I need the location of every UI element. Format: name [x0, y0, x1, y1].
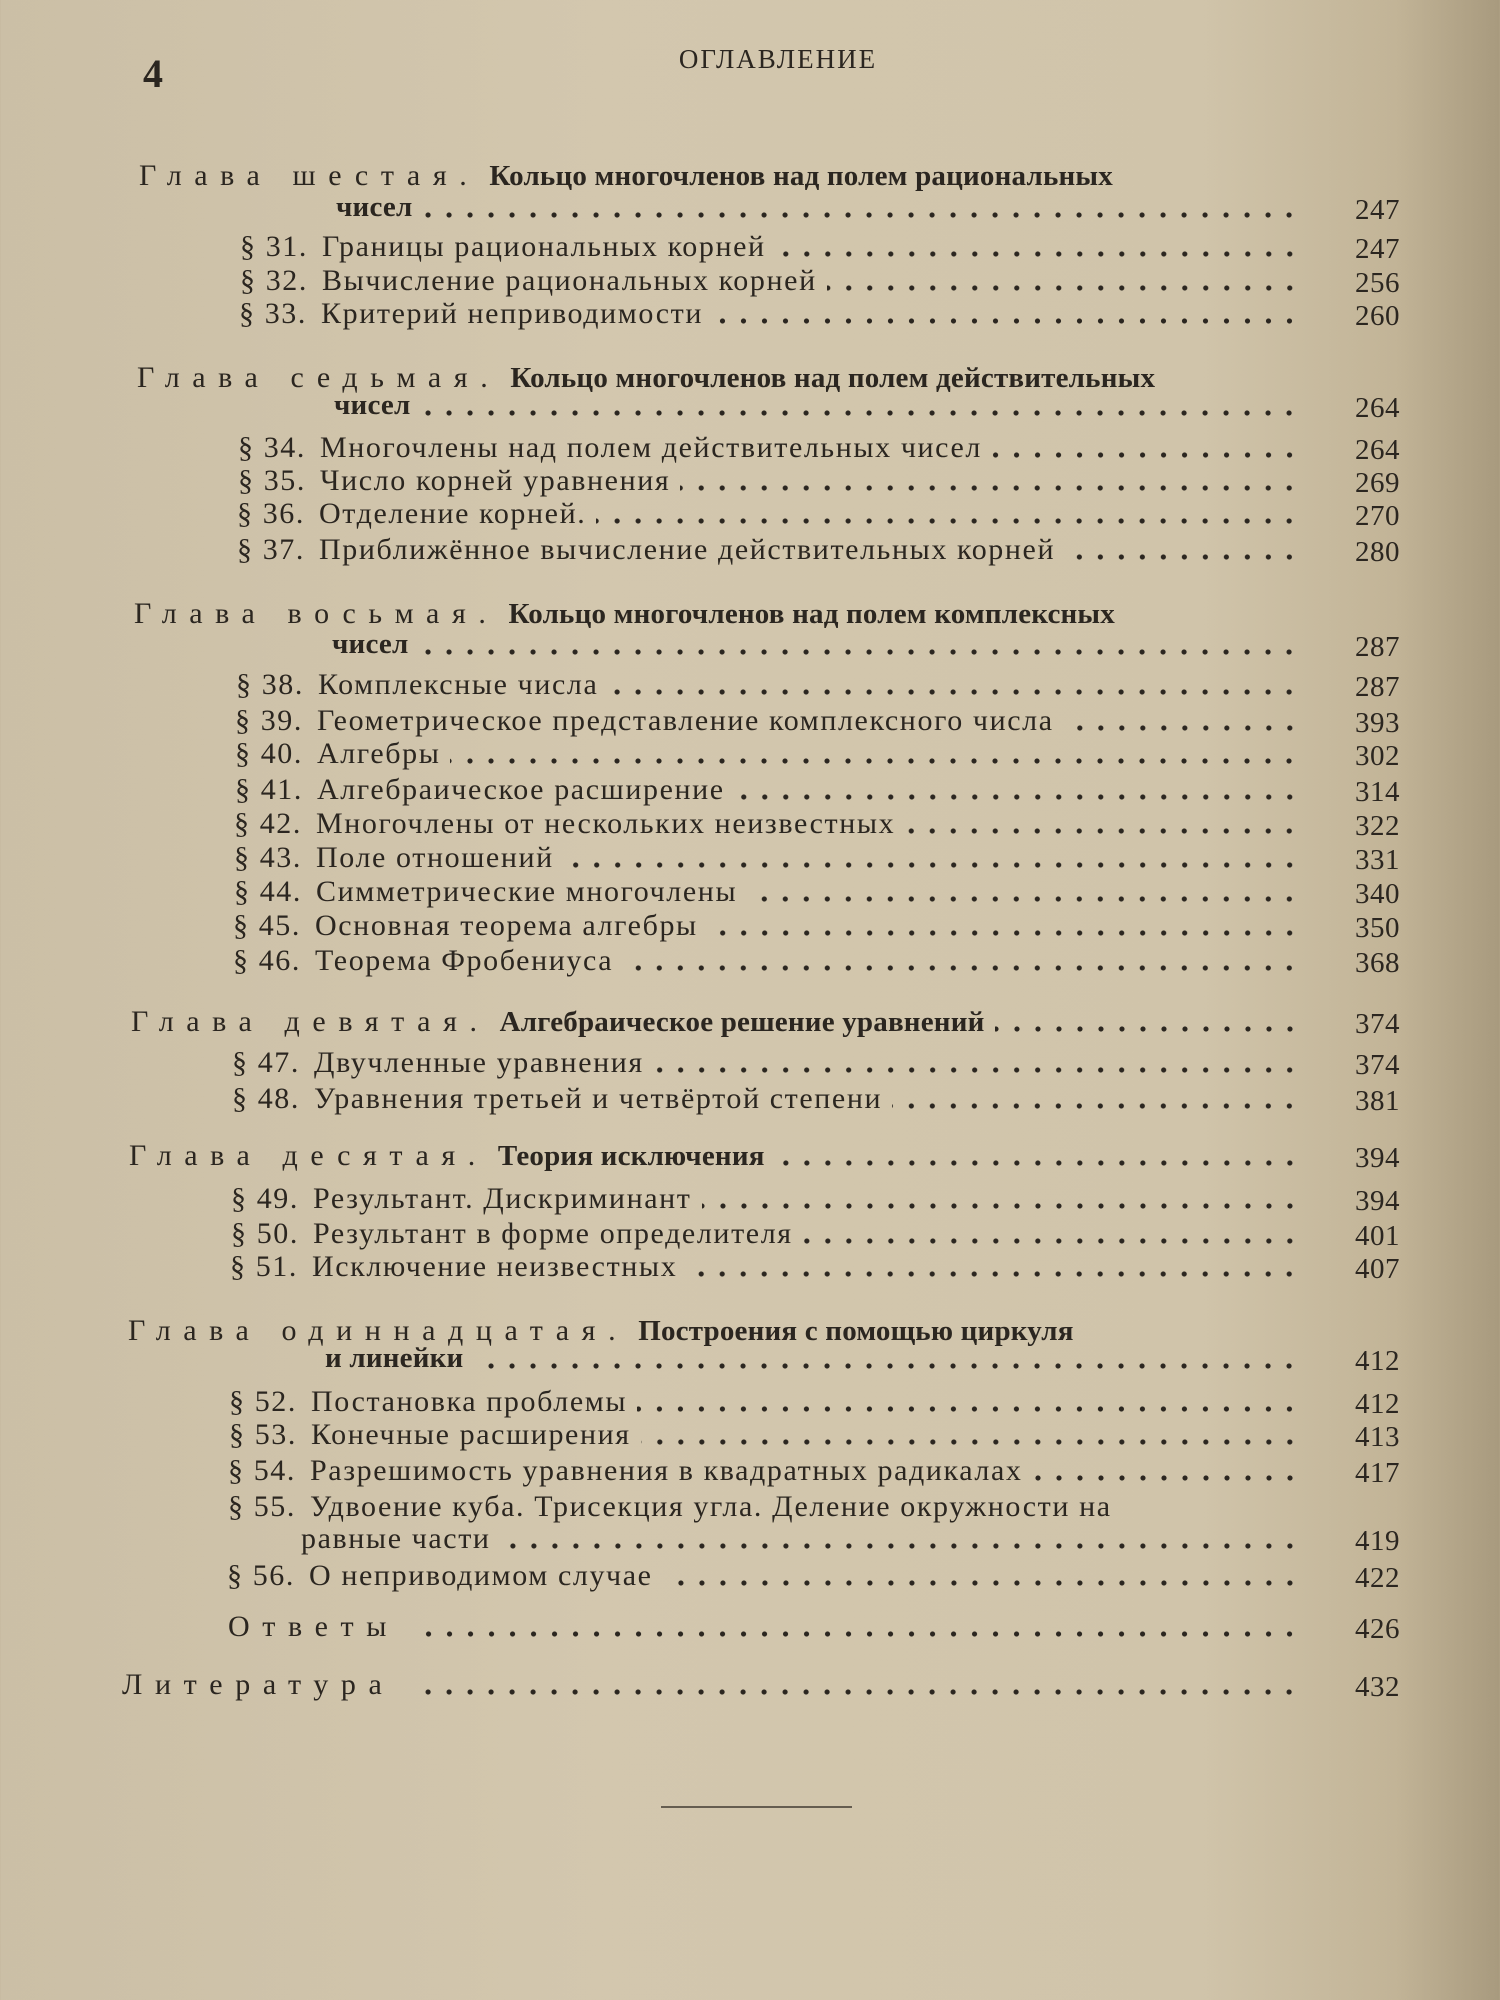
page-ref: 426: [1355, 1613, 1400, 1645]
section-title: Приближённое вычисление действительных корней: [319, 533, 1056, 566]
toc-entry: [229, 1418, 1300, 1454]
section-title: Вычисление рациональных корней: [322, 264, 817, 297]
page-ref: 314: [1355, 776, 1400, 808]
toc-entry: [239, 297, 1300, 333]
toc-entry: [235, 773, 1300, 809]
dot-leader: [501, 1542, 1300, 1550]
chapter-heading: [332, 628, 1300, 664]
page-ref: 247: [1355, 194, 1400, 226]
dot-leader: [564, 861, 1300, 869]
section-title: Границы рациональных корней: [322, 230, 766, 263]
section-number: § 51.: [230, 1250, 298, 1283]
dot-leader: [654, 1066, 1300, 1074]
dot-leader: [623, 964, 1300, 972]
toc-entry: [230, 1250, 1300, 1286]
chapter-heading: [139, 159, 1300, 195]
section-title: О неприводимом случае: [309, 1559, 653, 1592]
dot-leader: [641, 1438, 1300, 1446]
toc-entry: [301, 1522, 1300, 1558]
literature-entry: [122, 1668, 1300, 1704]
page-ref: 417: [1355, 1457, 1400, 1489]
toc-entry: [238, 431, 1300, 467]
dot-leader: [747, 895, 1300, 903]
chapter-label: Глава девятая.: [131, 1005, 490, 1038]
toc-entry: [240, 230, 1300, 266]
section-title: Конечные расширения: [311, 1418, 631, 1451]
chapter-title: чисел: [336, 191, 413, 223]
page-number: 4: [143, 51, 163, 96]
section-number: § 49.: [231, 1182, 299, 1215]
toc-entry: [237, 533, 1300, 569]
chapter-label: Глава десятая.: [129, 1139, 488, 1172]
section-number: § 56.: [227, 1559, 295, 1592]
chapter-title: и линейки: [325, 1342, 464, 1374]
dot-leader: [905, 827, 1300, 835]
chapter-title: Построения с помощью циркуля: [638, 1315, 1074, 1347]
chapter-label: Глава одиннадцатая.: [128, 1314, 629, 1347]
toc-entry: [240, 264, 1300, 300]
page-ref: 374: [1355, 1049, 1400, 1081]
page-ref: 394: [1355, 1185, 1400, 1217]
section-number: § 31.: [240, 230, 308, 263]
section-number: § 52.: [229, 1385, 297, 1418]
chapter-heading: [325, 1342, 1300, 1378]
section-title: Двучленные уравнения: [314, 1046, 644, 1079]
dot-leader: [596, 517, 1300, 525]
toc-entry: [234, 841, 1300, 877]
section-title: Поле отношений: [316, 841, 554, 874]
section-number: § 33.: [239, 297, 307, 330]
section-title: Основная теорема алгебры: [315, 909, 698, 942]
page-ref: 302: [1355, 740, 1400, 772]
section-number: § 40.: [235, 737, 303, 770]
toc-entry: [228, 1490, 1300, 1526]
dot-leader: [992, 451, 1300, 459]
page-ref: 287: [1355, 631, 1400, 663]
page-ref: 331: [1355, 844, 1400, 876]
dot-leader: [414, 1688, 1300, 1696]
answers-entry: [228, 1610, 1300, 1646]
section-number: § 54.: [228, 1454, 296, 1487]
page-ref: 432: [1355, 1671, 1400, 1703]
chapter-label: Глава восьмая.: [134, 597, 499, 630]
page-ref: 394: [1355, 1142, 1400, 1174]
dot-leader: [422, 211, 1300, 219]
section-title: Постановка проблемы: [311, 1385, 628, 1418]
section-number: § 38.: [236, 668, 304, 701]
page-ref: 260: [1355, 300, 1400, 332]
section-number: § 36.: [237, 497, 305, 530]
section-number: § 48.: [232, 1082, 300, 1115]
page-ref: 393: [1355, 707, 1400, 739]
section-title: Многочлены от нескольких неизвестных: [316, 807, 896, 840]
chapter-title: Теория исключения: [497, 1140, 765, 1172]
page-ref: 247: [1355, 233, 1400, 265]
toc-entry: [232, 1082, 1300, 1118]
page-ref: 374: [1355, 1008, 1400, 1040]
toc-entry: [234, 875, 1300, 911]
dot-leader: [419, 1630, 1300, 1638]
dot-leader: [608, 688, 1300, 696]
section-title: Удвоение куба. Трисекция угла. Деление окружности на: [310, 1490, 1112, 1523]
chapter-title: Кольцо многочленов над полем комплексных: [508, 598, 1115, 630]
toc-entry: [235, 737, 1300, 773]
section-number: § 45.: [233, 909, 301, 942]
toc-entry: [237, 497, 1300, 533]
section-title: Комплексные числа: [318, 668, 599, 701]
section-number: § 47.: [232, 1046, 300, 1079]
section-number: § 46.: [233, 944, 301, 977]
section-title: равные части: [301, 1522, 491, 1555]
chapter-title: Алгебраическое решение уравнений: [499, 1006, 985, 1038]
page-ref: 280: [1355, 536, 1400, 568]
page-ref: 368: [1355, 947, 1400, 979]
toc-entry: [233, 944, 1300, 980]
section-title: Алгебры: [317, 737, 441, 770]
section-title: Отделение корней.: [319, 497, 587, 530]
section-title: Результант. Дискриминант: [313, 1182, 692, 1215]
section-title: Теорема Фробениуса: [315, 944, 614, 977]
section-title: Симметрические многочлены: [316, 875, 738, 908]
section-number: § 32.: [240, 264, 308, 297]
dot-leader: [708, 929, 1300, 937]
literature-entry-label: Литература: [122, 1668, 395, 1701]
dot-leader: [803, 1237, 1300, 1245]
toc-entry: [236, 668, 1300, 704]
page-ref: 264: [1355, 434, 1400, 466]
toc-entry: [235, 704, 1300, 740]
dot-leader: [663, 1579, 1300, 1587]
page-ref: 401: [1355, 1220, 1400, 1252]
section-title: Разрешимость уравнения в квадратных радикалах: [310, 1454, 1023, 1487]
section-title: Многочлены над полем действительных чисел: [320, 431, 982, 464]
page-ref: 412: [1355, 1388, 1400, 1420]
dot-leader: [680, 484, 1300, 492]
section-number: § 41.: [235, 773, 303, 806]
section-title: Алгебраическое расширение: [317, 773, 725, 806]
toc-entry: [232, 1046, 1300, 1082]
dot-leader: [450, 757, 1300, 765]
page-ref: 422: [1355, 1562, 1400, 1594]
section-number: § 39.: [235, 704, 303, 737]
chapter-title: Кольцо многочленов над полем действительных: [510, 362, 1156, 394]
chapter-title: чисел: [334, 389, 411, 421]
page-ref: 381: [1355, 1085, 1400, 1117]
dot-leader: [776, 250, 1300, 258]
section-title: Критерий неприводимости: [321, 297, 704, 330]
section-number: § 43.: [234, 841, 302, 874]
chapter-heading: [131, 1005, 1300, 1041]
page-ref: 256: [1355, 267, 1400, 299]
toc-entry: [229, 1385, 1300, 1421]
section-number: § 37.: [237, 533, 305, 566]
dot-leader: [892, 1102, 1300, 1110]
chapter-heading: [336, 191, 1300, 227]
answers-entry-label: Ответы: [228, 1610, 399, 1643]
chapter-heading: [334, 389, 1300, 425]
page-ref: 270: [1355, 500, 1400, 532]
section-title: Уравнения третьей и четвёртой степени: [314, 1082, 883, 1115]
chapter-title: чисел: [332, 628, 409, 660]
section-title: Число корней уравнения: [320, 464, 671, 497]
toc-entry: [233, 909, 1300, 945]
dot-leader: [1033, 1474, 1301, 1482]
dot-leader: [827, 284, 1300, 292]
page-ref: 269: [1355, 467, 1400, 499]
end-rule: [661, 1806, 852, 1808]
dot-leader: [473, 1362, 1300, 1370]
dot-leader: [687, 1270, 1300, 1278]
page-title: ОГЛАВЛЕНИЕ: [678, 44, 878, 74]
section-number: § 34.: [238, 431, 306, 464]
dot-leader: [713, 317, 1300, 325]
section-number: § 55.: [228, 1490, 296, 1523]
toc-entry: [228, 1454, 1300, 1490]
page-ref: 340: [1355, 878, 1400, 910]
dot-leader: [418, 648, 1300, 656]
toc-entry: [231, 1182, 1300, 1218]
toc-entry: [238, 464, 1300, 500]
page-ref: 350: [1355, 912, 1400, 944]
dot-leader: [420, 409, 1300, 417]
section-number: § 44.: [234, 875, 302, 908]
section-number: § 50.: [231, 1217, 299, 1250]
dot-leader: [995, 1025, 1300, 1033]
section-title: Исключение неизвестных: [312, 1250, 678, 1283]
page-ref: 412: [1355, 1345, 1400, 1377]
page-ref: 407: [1355, 1253, 1400, 1285]
chapter-label: Глава шестая.: [139, 159, 480, 192]
dot-leader: [702, 1202, 1300, 1210]
page-ref: 413: [1355, 1421, 1400, 1453]
dot-leader: [1064, 724, 1300, 732]
page-ref: 287: [1355, 671, 1400, 703]
dot-leader: [637, 1405, 1300, 1413]
dot-leader: [1065, 553, 1300, 561]
page-ref: 264: [1355, 392, 1400, 424]
dot-leader: [735, 793, 1300, 801]
section-title: Результант в форме определителя: [313, 1217, 793, 1250]
chapter-title: Кольцо многочленов над полем рациональных: [489, 160, 1113, 192]
section-number: § 35.: [238, 464, 306, 497]
chapter-heading: [129, 1139, 1300, 1175]
toc-entry: [227, 1559, 1300, 1595]
chapter-label: Глава седьмая.: [137, 361, 501, 394]
section-number: § 42.: [234, 807, 302, 840]
page-ref: 419: [1355, 1525, 1400, 1557]
section-title: Геометрическое представление комплексного числа: [317, 704, 1054, 737]
dot-leader: [775, 1159, 1300, 1167]
section-number: § 53.: [229, 1418, 297, 1451]
page-ref: 322: [1355, 810, 1400, 842]
toc-entry: [234, 807, 1300, 843]
toc-entry: [231, 1217, 1300, 1253]
